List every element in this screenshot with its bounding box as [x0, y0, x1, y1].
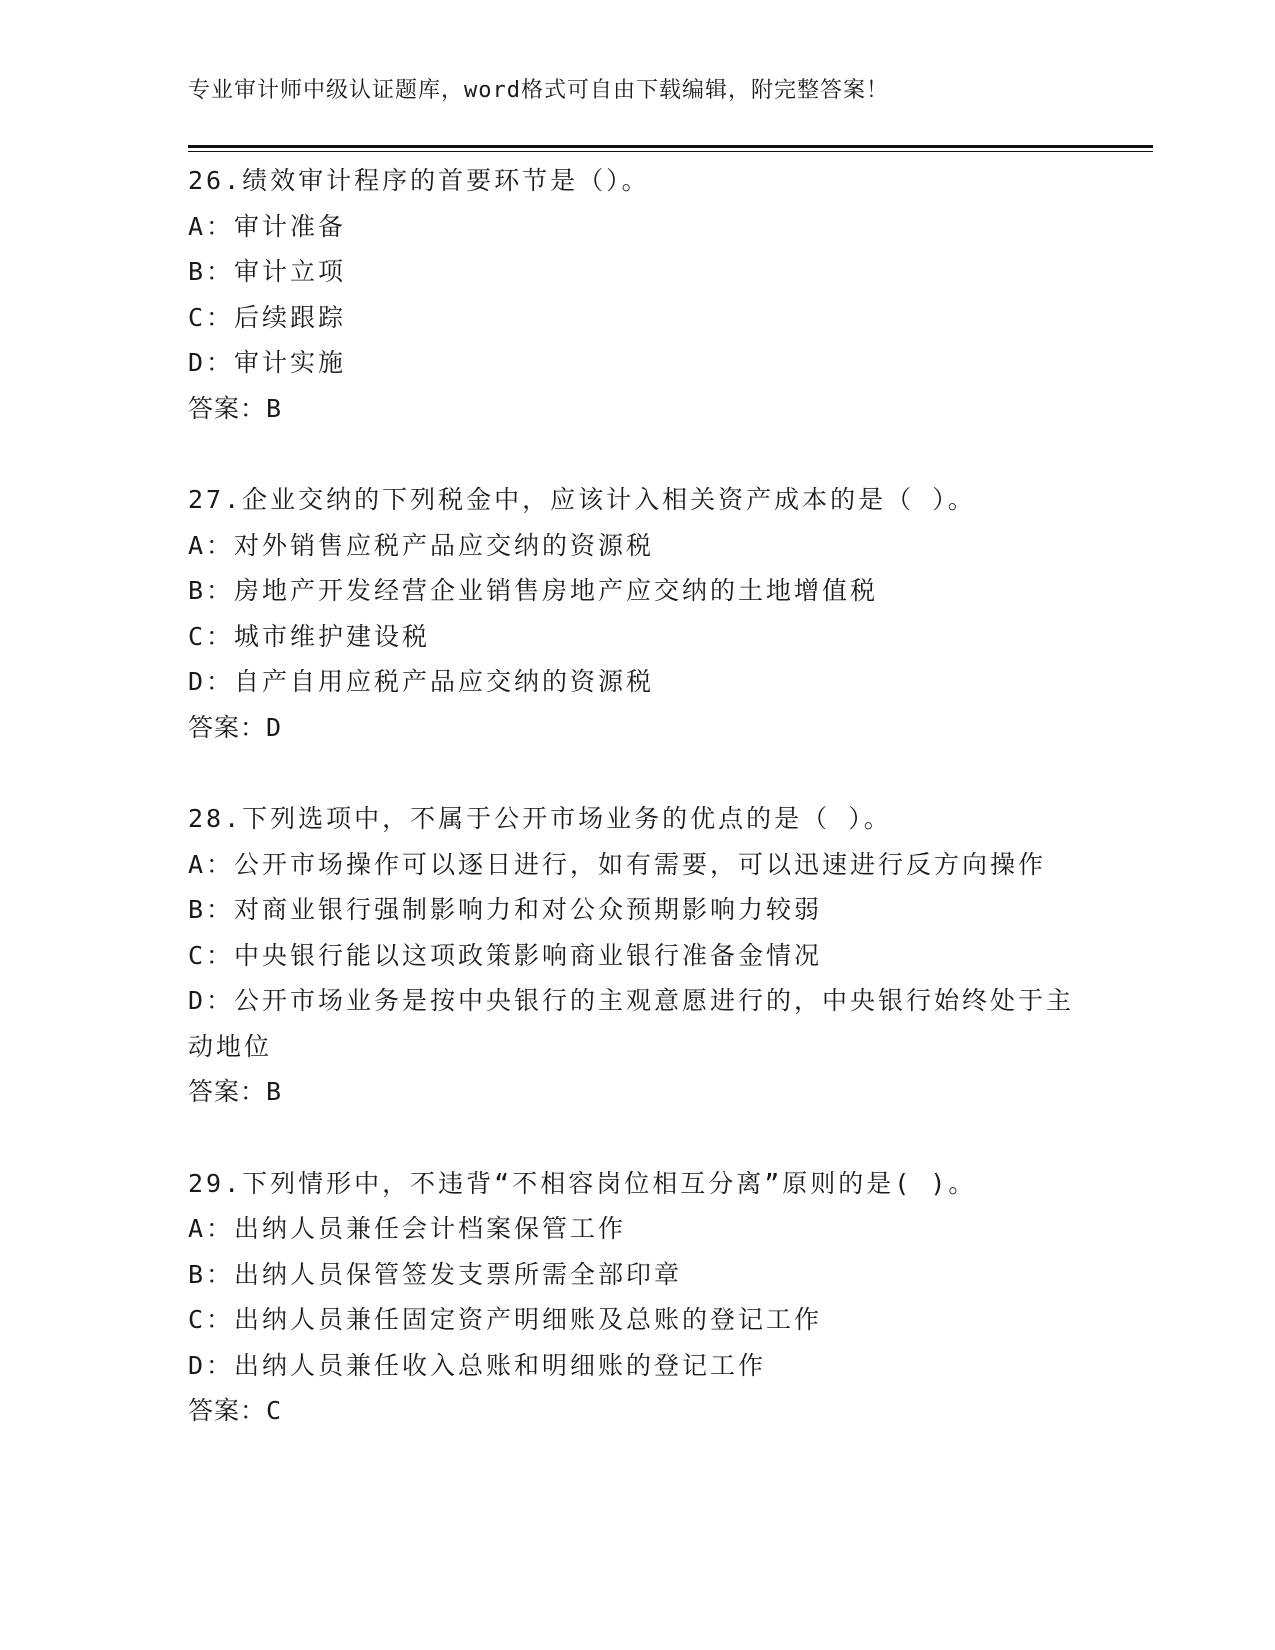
option-b: B：出纳人员保管签发支票所需全部印章 [188, 1259, 683, 1289]
answer-label: 答案： [188, 1077, 267, 1106]
answer-line [188, 705, 1088, 751]
answer-line [188, 1069, 1088, 1115]
question-stem: 26.绩效审计程序的首要环节是（）。 [188, 166, 650, 195]
option-d: D：审计实施 [188, 348, 347, 377]
option-d: D：公开市场业务是按中央银行的主观意愿进行的，中央银行始终处于主动地位 [188, 986, 1075, 1061]
option-a: A：公开市场操作可以逐日进行，如有需要，可以迅速进行反方向操作 [188, 849, 1047, 879]
option-d: D：出纳人员兼任收入总账和明细账的登记工作 [188, 1350, 767, 1380]
question-list [188, 158, 1088, 1480]
answer-line [188, 1388, 1088, 1434]
question-28 [188, 796, 1088, 1115]
question-stem: 27.企业交纳的下列税金中，应该计入相关资产成本的是（ ）。 [188, 485, 976, 514]
answer-value: C [266, 1396, 283, 1425]
option-c: C：后续跟踪 [188, 302, 347, 332]
option-b: B：房地产开发经营企业销售房地产应交纳的土地增值税 [188, 576, 879, 605]
question-26 [188, 158, 1088, 431]
option-d: D：自产自用应税产品应交纳的资源税 [188, 667, 655, 696]
option-c: C：中央银行能以这项政策影响商业银行准备金情况 [188, 940, 823, 970]
option-a: A：出纳人员兼任会计档案保管工作 [188, 1214, 627, 1243]
header-rule-thick [188, 145, 1153, 148]
option-c: C：出纳人员兼任固定资产明细账及总账的登记工作 [188, 1305, 823, 1334]
answer-value: B [266, 1077, 283, 1106]
option-c: C：城市维护建设税 [188, 621, 431, 651]
option-a: A：审计准备 [188, 211, 347, 241]
question-29 [188, 1161, 1088, 1434]
answer-value: D [266, 712, 283, 742]
header-rule-thin [188, 151, 1153, 152]
option-a: A：对外销售应税产品应交纳的资源税 [188, 530, 655, 560]
option-b: B：对商业银行强制影响力和对公众预期影响力较弱 [188, 895, 823, 924]
answer-label: 答案： [188, 393, 267, 423]
answer-value: B [266, 393, 283, 423]
question-stem: 28.下列选项中，不属于公开市场业务的优点的是（ ）。 [188, 804, 892, 833]
answer-line [188, 386, 1088, 432]
question-27 [188, 477, 1088, 750]
page-header: 专业审计师中级认证题库，word格式可自由下载编辑，附完整答案！ [188, 78, 889, 103]
answer-label: 答案： [188, 712, 267, 742]
option-b: B：审计立项 [188, 257, 347, 286]
question-stem: 29.下列情形中，不违背“不相容岗位相互分离”原则的是( )。 [188, 1168, 977, 1198]
answer-label: 答案： [188, 1396, 267, 1425]
